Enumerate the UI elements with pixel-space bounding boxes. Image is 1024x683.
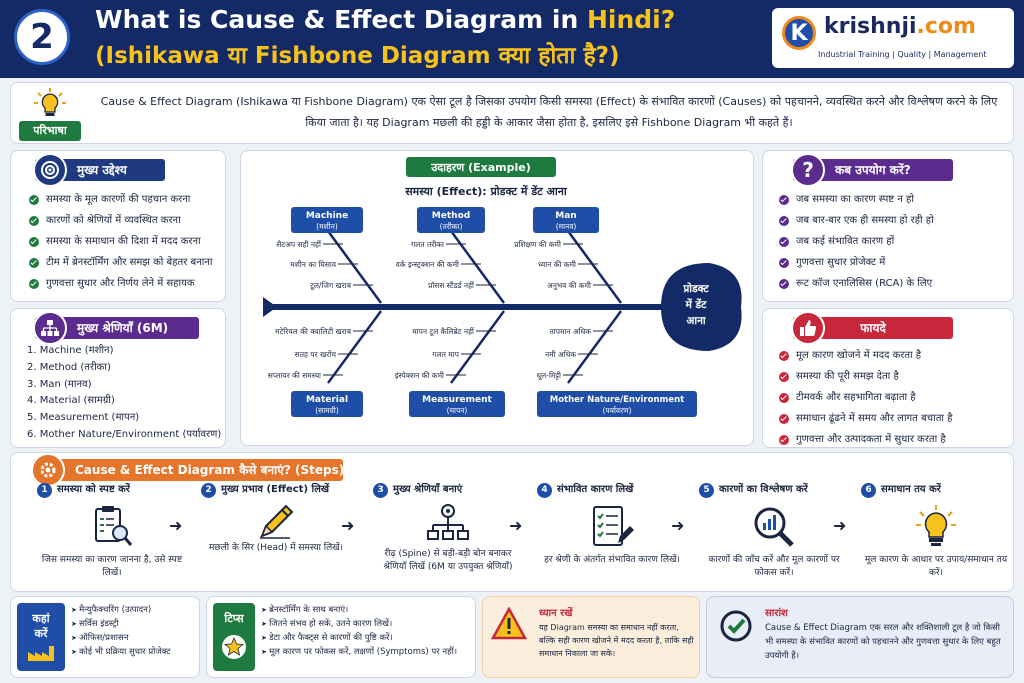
step-title-text: संभावित कारण लिखें — [557, 484, 634, 495]
logo-name-a: krishnji — [824, 14, 917, 39]
list-item-text: जब कई संभावित कारण हों — [796, 236, 895, 247]
step-title-text: कारणों का विश्लेषण करें — [719, 484, 808, 495]
when-to-use-title: कब उपयोग करें? — [835, 163, 911, 177]
logo-mark: K — [782, 16, 816, 50]
category-sub: (पर्यावरण) — [602, 406, 632, 415]
title-text: What is Cause & Effect Diagram in — [95, 5, 587, 34]
summary-card — [706, 596, 1014, 678]
list-item-text: गुणवत्ता सुधार और निर्णय लेने में सहायक — [46, 278, 195, 289]
list-item-text: रूट कॉज एनालिसिस (RCA) के लिए — [796, 278, 933, 289]
step-title — [537, 483, 687, 498]
list-item: 2. Method (तरीका) — [27, 361, 111, 373]
logo-name-b: .com — [916, 14, 976, 39]
check-icon — [779, 435, 789, 445]
categories-list — [27, 343, 221, 444]
check-icon — [779, 237, 789, 247]
cause-label: तापमान अधिक — [549, 327, 591, 336]
category-name: Material — [305, 395, 349, 405]
title-highlight: Hindi? — [586, 5, 676, 34]
cause-label: मापन टूल कैलिब्रेट नहीं — [412, 327, 474, 336]
category-sub: (सामग्री) — [315, 406, 339, 415]
step-title — [373, 483, 523, 498]
cause-label: गलत माप — [432, 350, 459, 359]
hierarchy-icon — [33, 311, 67, 345]
cause-label: प्रॉसस स्टैंडर्ड नहीं — [428, 281, 474, 290]
gear-icon — [31, 453, 65, 487]
magnifier-chart-icon — [699, 502, 849, 552]
where-label-1: कहां — [32, 612, 50, 625]
step-description: कारणों की जाँच करें और मूल कारणों पर फोकस करें। — [708, 555, 840, 578]
list-item: ➤ जितने संभव हो सकें, उतने कारण लिखें। — [261, 617, 457, 631]
list-item: ➤ ऑफिस/प्रशासन — [71, 631, 171, 645]
cause-label: वर्क इन्स्ट्रक्शन की कमी — [395, 260, 459, 269]
check-circle-icon — [719, 609, 753, 647]
question-icon: ? — [791, 153, 825, 187]
arrow-right-icon: ➜ — [509, 516, 523, 535]
categories-title: मुख्य श्रेणियाँ (6M) — [77, 321, 169, 335]
cause-label: मशीन का घिसाव — [290, 260, 336, 269]
thumbs-up-icon — [791, 311, 825, 345]
cause-label: अनुभव की कमी — [547, 281, 591, 290]
step-number: 2 — [201, 483, 216, 498]
where-to-use-card — [10, 596, 200, 678]
list-item-text: गुणवत्ता सुधार प्रोजेक्ट में — [796, 257, 886, 268]
list-item — [779, 408, 952, 429]
check-icon — [779, 351, 789, 361]
lightbulb-icon — [861, 502, 1011, 552]
fishbone-example-card — [240, 150, 754, 446]
brand-logo — [772, 8, 1014, 68]
when-to-use-header — [793, 159, 953, 181]
list-item — [779, 345, 952, 366]
fishbone-diagram — [241, 151, 755, 447]
arrow-right-icon: ➜ — [341, 516, 355, 535]
when-to-use-list — [779, 189, 934, 294]
step-5 — [699, 483, 849, 580]
step-title-text: समाधान तय करें — [881, 484, 941, 495]
objectives-list — [29, 189, 213, 294]
check-icon — [29, 216, 39, 226]
note-text: यह Diagram समस्या का समाधान नहीं करता, बल्कि सही कारण खोजने में मदद करता है, ताकि सही समाधान निकाला जा सके। — [539, 623, 694, 658]
step-number: 1 — [37, 483, 52, 498]
step-title — [37, 483, 187, 498]
list-item — [779, 273, 934, 294]
lightbulb-icon — [33, 87, 67, 123]
fish-head-line1: प्रोडक्ट — [683, 283, 709, 295]
list-item — [29, 273, 213, 294]
step-title — [699, 483, 849, 498]
category-name: Machine — [305, 211, 349, 221]
steps-card — [10, 452, 1014, 592]
when-to-use-card — [762, 150, 1014, 302]
network-icon — [373, 502, 523, 546]
target-icon — [33, 153, 67, 187]
arrow-right-icon: ➜ — [833, 516, 847, 535]
benefits-header — [793, 317, 953, 339]
check-icon — [29, 195, 39, 205]
check-icon — [779, 258, 789, 268]
step-title-text: मुख्य श्रेणियाँ बनाएं — [393, 484, 463, 495]
list-item — [779, 252, 934, 273]
benefits-card — [762, 308, 1014, 448]
cause-label: मटेरियल की क्वालिटी खराब — [275, 327, 351, 336]
list-item-text: गुणवत्ता और उत्पादकता में सुधार करता है — [796, 434, 946, 445]
step-1 — [37, 483, 187, 580]
steps-title: Cause & Effect Diagram कैसे बनाएं? (Steps) — [75, 463, 345, 477]
objectives-card — [10, 150, 226, 302]
list-item-text: समाधान ढूंढने में समय और लागत बचाता है — [796, 413, 953, 424]
category-sub: (मापन) — [446, 406, 468, 415]
cause-label: गलत तरीका — [411, 240, 444, 249]
categories-header — [35, 317, 199, 339]
factory-icon — [17, 644, 65, 665]
cause-label: टूल/जिग खराब — [310, 281, 351, 290]
step-description: मूल कारण के आधार पर उपाय/समाधान तय करें। — [864, 555, 1008, 578]
tips-label-box — [213, 603, 255, 671]
step-description: रीढ़ (Spine) से बड़ी-बड़ी बोन बनाकर श्रेणियाँ लिखें (6M या उपयुक्त श्रेणियाँ) — [383, 549, 513, 572]
list-item — [779, 231, 934, 252]
step-4 — [537, 483, 687, 567]
cause-label: सतह पर खरोंच — [294, 350, 336, 359]
note-card — [482, 596, 700, 678]
step-number: 5 — [699, 483, 714, 498]
tips-card — [206, 596, 476, 678]
bone-environment — [568, 311, 621, 383]
list-item — [779, 366, 952, 387]
tips-label: टिप्स — [224, 612, 244, 625]
list-item: 4. Material (सामग्री) — [27, 395, 115, 407]
cause-label: सप्लायर की समस्या — [267, 371, 321, 380]
step-description: मछली के सिर (Head) में समस्या लिखें। — [209, 543, 343, 553]
step-title-text: समस्या को स्पष्ट करें — [57, 484, 130, 495]
list-item-text: मूल कारण खोजने में मदद करता है — [796, 350, 922, 361]
cause-label: इंस्पेक्शन की कमी — [394, 371, 444, 380]
star-icon — [213, 634, 255, 663]
note-title: ध्यान रखें — [539, 608, 573, 619]
list-item — [779, 189, 934, 210]
list-item — [779, 429, 952, 450]
check-icon — [29, 258, 39, 268]
list-item — [779, 387, 952, 408]
step-number: 4 — [537, 483, 552, 498]
list-item: 6. Mother Nature/Environment (पर्यावरण) — [27, 428, 222, 440]
step-number: 6 — [861, 483, 876, 498]
logo-name — [824, 14, 976, 39]
benefits-list — [779, 345, 952, 450]
step-3 — [373, 483, 523, 574]
category-sub: (मानव) — [555, 222, 577, 231]
list-item: ➤ मैन्युफैक्चरिंग (उत्पादन) — [71, 603, 171, 617]
fish-head-line3: आना — [686, 315, 706, 327]
summary-text: Cause & Effect Diagram एक सरल और शक्तिशाली टूल है जो किसी भी समस्या के संभावित कारणों को पहचानने और गुणवत्ता सुधार के लिए बहुत उपयोगी है। — [765, 623, 1001, 661]
page-title — [95, 5, 675, 34]
bone-measurement — [451, 311, 504, 383]
category-sub: (मशीन) — [316, 222, 338, 231]
category-name: Method — [431, 211, 471, 221]
step-6 — [861, 483, 1011, 580]
step-title — [201, 483, 351, 498]
section-number-badge: 2 — [14, 9, 70, 65]
header-banner — [0, 0, 1024, 78]
cause-label: प्रशिक्षण की कमी — [514, 240, 561, 249]
list-item: ➤ सर्विस इंडस्ट्री — [71, 617, 171, 631]
benefits-title: फायदे — [860, 321, 886, 335]
logo-tagline: Industrial Training | Quality | Management — [818, 50, 987, 59]
cause-label: सैटअप सही नहीं — [276, 240, 321, 249]
category-sub: (तरीका) — [439, 222, 463, 231]
list-item-text: टीमवर्क और सहभागिता बढ़ाता है — [796, 392, 916, 403]
category-name: Measurement — [422, 395, 492, 405]
check-icon — [779, 414, 789, 424]
check-icon — [29, 279, 39, 289]
list-item: 1. Machine (मशीन) — [27, 345, 114, 356]
definition-label: परिभाषा — [19, 121, 81, 141]
page-subtitle: (Ishikawa या Fishbone Diagram क्या होता है?) — [95, 43, 620, 69]
cause-label: धूल-मिट्टी — [536, 371, 561, 380]
list-item — [29, 210, 213, 231]
tips-list — [261, 603, 457, 659]
steps-header — [33, 459, 343, 481]
check-icon — [779, 195, 789, 205]
list-item-text: जब बार-बार एक ही समस्या हो रही हो — [796, 215, 934, 226]
cause-label: नमी अधिक — [544, 350, 576, 359]
check-icon — [779, 393, 789, 403]
step-2 — [201, 483, 351, 555]
arrow-right-icon: ➜ — [169, 516, 183, 535]
check-icon — [29, 237, 39, 247]
step-description: जिस समस्या का कारण जानना है, उसे स्पष्ट लिखें। — [41, 555, 183, 578]
list-item: 3. Man (मानव) — [27, 378, 92, 390]
list-item: ➤ डेटा और फैक्ट्स से कारणों की पुष्टि करें। — [261, 631, 457, 645]
bone-material — [328, 311, 381, 383]
where-label-box — [17, 603, 65, 671]
categories-card — [10, 308, 226, 448]
step-description: हर श्रेणी के अंतर्गत संभावित कारण लिखें। — [544, 555, 680, 565]
list-item: ➤ ब्रेनस्टॉर्मिंग के साथ बनाएं। — [261, 603, 457, 617]
list-item-text: जब समस्या का कारण स्पष्ट न हो — [796, 194, 914, 205]
where-label-2: करें — [34, 627, 48, 640]
fish-head-line2: में डेंट — [685, 299, 707, 311]
list-item-text: समस्या के मूल कारणों की पहचान करना — [46, 194, 191, 205]
list-item: ➤ कोई भी प्रक्रिया सुधार प्रोजेक्ट — [71, 645, 171, 659]
category-name: Mother Nature/Environment — [549, 395, 685, 405]
check-icon — [779, 279, 789, 289]
objectives-header — [35, 159, 165, 181]
list-item — [29, 189, 213, 210]
summary-title: सारांश — [765, 608, 788, 619]
list-item — [29, 252, 213, 273]
list-item-text: टीम में ब्रेनस्टॉर्मिंग और समझ को बेहतर बनाना — [46, 257, 213, 268]
step-title-text: मुख्य प्रभाव (Effect) लिखें — [221, 484, 330, 495]
list-item-text: समस्या के समाधान की दिशा में मदद करना — [46, 236, 201, 247]
step-number: 3 — [373, 483, 388, 498]
list-item-text: कारणों को श्रेणियों में व्यवस्थित करना — [46, 215, 181, 226]
clipboard-search-icon — [37, 502, 187, 552]
pencil-icon — [201, 502, 351, 540]
checklist-pencil-icon — [537, 502, 687, 552]
example-badge-text: उदाहरण (Example) — [431, 161, 531, 174]
arrow-right-icon: ➜ — [671, 516, 685, 535]
category-name: Man — [555, 211, 577, 221]
where-list — [71, 603, 171, 659]
list-item: ➤ मूल कारण पर फोकस करें, लक्षणों (Symptoms) पर नहीं। — [261, 645, 457, 659]
problem-title: समस्या (Effect): प्रोडक्ट में डेंट आना — [405, 185, 567, 198]
list-item — [779, 210, 934, 231]
list-item — [29, 231, 213, 252]
check-icon — [779, 372, 789, 382]
warning-icon — [491, 607, 527, 645]
fish-tail — [263, 297, 277, 317]
cause-label: ध्यान की कमी — [538, 260, 576, 269]
list-item-text: समस्या की पूरी समझ देता है — [796, 371, 899, 382]
definition-text: Cause & Effect Diagram (Ishikawa या Fishbone Diagram) एक ऐसा टूल है जिसका उपयोग किसी समस्या (Effect) के संभावित कारणों (Causes) को पहचानने, व्यवस्थित करने और विश्लेषण करने के लिए किया जाता है। यह Diagram मछली की हड्डी के आकार जैसा होता है, इसलिए इसे Fishbone Diagram भी कहते हैं। — [100, 95, 998, 129]
step-title — [861, 483, 1011, 498]
objectives-title: मुख्य उद्देश्य — [77, 163, 127, 177]
check-icon — [779, 216, 789, 226]
list-item: 5. Measurement (मापन) — [27, 412, 140, 424]
definition-card — [10, 82, 1014, 144]
